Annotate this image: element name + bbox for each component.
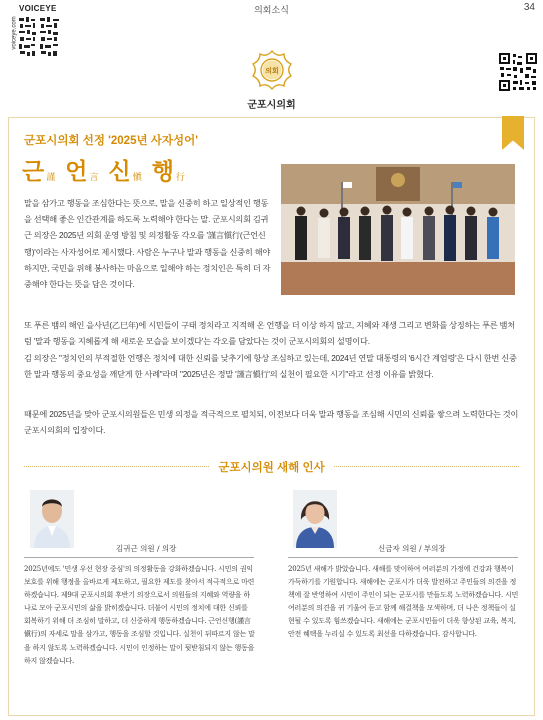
motto-char-1: 근 [22,158,45,184]
council-name: 군포시의회 [247,100,296,111]
motto-hanja-1: 謹 [46,172,56,182]
voiceeye-logo: VOICEYE [19,4,57,13]
page-number: 34 [523,2,535,13]
article-headline: 군포시의회 선정 '2025년 사자성어' [24,135,198,147]
motto-char-3: 신 [108,158,131,184]
voiceeye-barcode [18,16,62,58]
chair-signature: 김귀근 의원 / 의장 [116,544,177,553]
article-paragraph-3: 김 의장은 "정치인의 부적절한 언행은 정치에 대한 신뢰를 낮추기에 항상 조심하고 있는데, 2024년 연말 대통령의 '6시간 계엄령'은 다시 한번 신중한 말과 행동의 중요성을 깨닫게 한 사례"라며 "2025년은 정말 '謹言愼行'의 실천이 필요한 시기"라고 선정 이유를 밝혔다. [24,354,517,380]
motto-four-character-idiom [22,148,195,184]
greetings-title: 군포시의원 새해 인사 [218,462,325,474]
article-paragraph-4: 때문에 2025년을 맞아 군포시의원들은 민생 의정을 적극적으로 펼치되, 이전보다 더욱 말과 행동을 조심해 시민의 신뢰를 쌓으려 노력한다는 것이 군포시의회의 입장이다. [24,410,519,436]
motto-char-2: 언 [65,158,88,184]
divider [288,557,518,558]
council-emblem-icon [250,48,294,92]
qr-code-icon [498,52,538,92]
vice-chair-greeting-text: 2025년 새해가 밝았습니다. 새해를 맞이하여 여러분의 가정에 건강과 행복이 가득하기를 기원합니다. 새해에는 군포시가 더욱 발전하고 주민들의 의견을 정책에 잘 반영하여 시민이 주인이 되는 군포시를 만들도록 노력하겠습니다. 시민 여러분의 의견을 귀 기울여 듣고 함께 해결책을 모색하며, 더 나은 정책들이 실현될 수 있도록 힘쓰겠습니다. 새해에는 군포시민들이 더욱 향상된 교육, 복지, 안전 혜택을 누리실 수 있도록 최선을 다하겠습니다. 감사합니다. [288,565,519,639]
motto-hanja-4: 行 [175,172,185,182]
motto-hanja-3: 愼 [132,172,142,182]
chair-greeting-text: 2025년에도 '민생 우선 현장 중심'의 의정활동을 강화하겠습니다. 시민의 권익 보호를 위해 행정을 올바르게 제도하고, 필요한 제도를 찾아서 적극적으로 마련하겠습니다. 제9대 군포시의회 후반기 의장으로서 의원들의 지혜와 역량을 하나로 모아 군포시민의 삶을 밝히겠습니다. 더불어 시민의 정치에 대한 신뢰를 회복하기 위해 더 조심히 말하고, 더 신중하게 행동하겠습니다. 근언신행(謹言愼行)의 자세로 말을 삼가고, 행동을 조심할 것입니다. 실천이 뒤따르지 않는 말을 하지 않도록 노력하겠습니다. 시민이 인정하는 말이 뒷받침되지 않는 행동을 하지 않겠습니다. [24,565,255,665]
motto-char-4: 행 [151,158,174,184]
council-group-photo [281,164,515,295]
section-title: 의회소식 [254,5,289,15]
vice-chair-portrait [293,490,337,548]
voiceeye-url: voiceye.com [11,16,18,50]
motto-hanja-2: 言 [89,172,99,182]
divider [24,557,254,558]
article-paragraph-2: 또 푸른 뱀의 해인 을사년(乙巳年)에 시민들이 구태 정치라고 지적해 온 언행을 더 이상 하지 않고, 지혜와 재생 그리고 변화를 상징하는 푸른 뱀처럼 '말과 행동을 지혜롭게 해 새로운 모습을 보이겠다'는 각오를 담았다는 것이 군포시의회의 설명이다. [24,321,515,347]
emblem-text: 의회 [265,67,279,75]
vice-chair-signature: 신금자 의원 / 부의장 [378,544,446,553]
divider [334,466,519,467]
article-paragraph-1: 말을 삼가고 행동을 조심한다는 뜻으로, 말을 신중히 하고 일상적인 행동을 선택해 좋은 인간관계를 하도록 노력해야 한다는 말. 군포시의회 김귀근 의장은 2025년 의회 운영 방침 및 의정활동 각오를 '謹言愼行(근언신행)'이라는 사자성어로 제시했다. 사람은 누구나 말과 행동을 신중히 해야 하지만, 국민을 위해 봉사하는 마음으로 일해야 하는 정치인은 특히 더 자중해야 한다는 뜻을 담은 것이다. [24,199,271,290]
chair-portrait [30,490,74,548]
